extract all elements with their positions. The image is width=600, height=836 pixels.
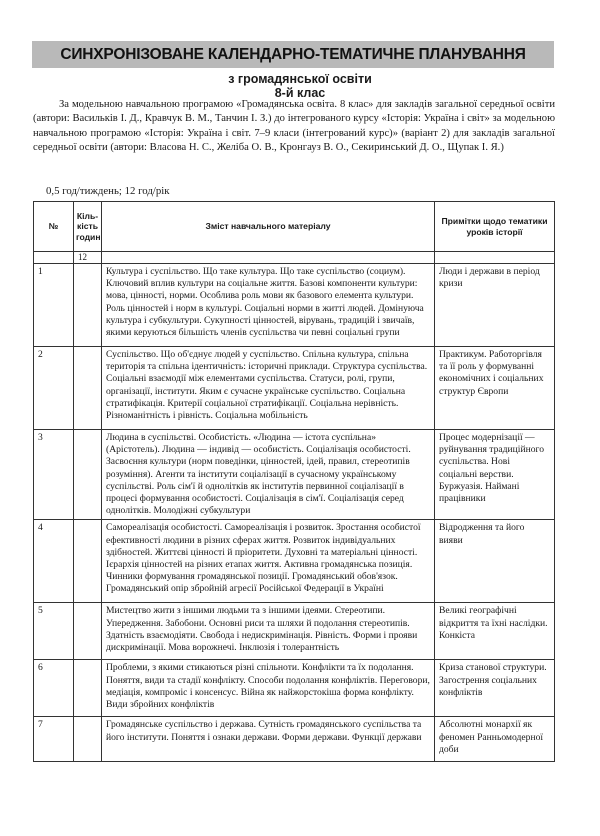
row-notes: Абсолютні монархії як феномен Ранньомодерної доби bbox=[435, 717, 555, 762]
table-row bbox=[34, 717, 555, 762]
row-number: 7 bbox=[34, 717, 74, 762]
total-hours-row bbox=[34, 252, 555, 264]
grade-label: 8-й клас bbox=[274, 86, 326, 100]
table-row bbox=[34, 603, 555, 660]
row-number: 2 bbox=[34, 347, 74, 430]
table-row bbox=[34, 430, 555, 520]
row-number: 1 bbox=[34, 264, 74, 347]
header-number: № bbox=[34, 202, 74, 252]
total-hours-cell: 12 bbox=[74, 252, 102, 264]
header-notes: Примітки щодо тематики уроків історії bbox=[435, 202, 555, 252]
table-header-row bbox=[34, 202, 555, 252]
row-content: Суспільство. Що об'єднує людей у суспільство. Спільна культура, спільна територія та спільна ідентичність: історичні приклади. Структура суспільства. Соціальні взаємодії між елементами суспільства. Статуси, ролі, групи, організації, інститути. Яким є сучасне українське суспільство. Соціальна стратифікація. Критерії соціальної стратифікації. Соціальна нерівність. Різноманітність і рівність. Соціальна мобільність bbox=[102, 347, 435, 430]
table-row bbox=[34, 347, 555, 430]
row-content: Проблеми, з якими стикаються різні спільноти. Конфлікти та їх подолання. Поняття, види та стадії конфлікту. Способи подолання конфліктів. Переговори, медіація, компроміс і консенсус. Війна як найжорстокіша форма конфлікту. Види збройних конфліктів bbox=[102, 660, 435, 717]
intro-text: За модельною навчальною програмою «Громадянська освіта. 8 клас» для закладів загальної середньої освіти (автори: Васильків І. Д., Кравчук В. М., Танчин І. З.) до інтегрованого курсу «Історія: Україна і світ» за модельною навчальною програмою «Історія: Україна і світ. 7–9 класи (інтегрований курс)» (варіант 2) для закладів загальної середньої освіти (автори: Власова Н. С., Желіба О. В., Кронгауз В. О., Секиринський Д. О., Щупак І. Я.) bbox=[33, 99, 555, 154]
page-subtitle: з громадянської освіти bbox=[228, 72, 372, 86]
row-notes: Великі географічні відкриття та їхні наслідки. Конкіста bbox=[435, 603, 555, 660]
table-row bbox=[34, 660, 555, 717]
row-content: Громадянське суспільство і держава. Сутність громадянського суспільства та його інститути. Поняття і ознаки держави. Форми держави. Функції держави bbox=[102, 717, 435, 762]
row-hours bbox=[74, 603, 102, 660]
table-row bbox=[34, 520, 555, 603]
table-row bbox=[34, 264, 555, 347]
row-number: 5 bbox=[34, 603, 74, 660]
row-hours bbox=[74, 520, 102, 603]
header-hours: Кіль-кість годин bbox=[74, 202, 102, 252]
row-notes: Криза станової структури. Загострення соціальних конфліктів bbox=[435, 660, 555, 717]
row-number: 4 bbox=[34, 520, 74, 603]
header-content: Зміст навчального матеріалу bbox=[102, 202, 435, 252]
total-notes-cell bbox=[435, 252, 555, 264]
page-title: СИНХРОНІЗОВАНЕ КАЛЕНДАРНО-ТЕМАТИЧНЕ ПЛАНУВАННЯ bbox=[32, 41, 554, 68]
row-content: Культура і суспільство. Що таке культура. Що таке суспільство (социум). Ключовий вплив культури на соціальне життя. Базові компоненти культури: мова, цінності, норми. Особлива роль мови як базового елемента культури. Роль цінностей і норм в культурі. Соціальні норми в житті людей. Домінуюча культура і субкультури. Сукупності цінностей, вірувань, традицій і звичаїв, якими керуються більшість членів суспільства чи певні соціальні групи bbox=[102, 264, 435, 347]
row-hours bbox=[74, 347, 102, 430]
total-content-cell bbox=[102, 252, 435, 264]
total-number-cell bbox=[34, 252, 74, 264]
row-notes: Відродження та його вияви bbox=[435, 520, 555, 603]
hours-rate: 0,5 год/тиждень; 12 год/рік bbox=[46, 185, 170, 197]
row-hours bbox=[74, 717, 102, 762]
row-content: Людина в суспільстві. Особистість. «Людина — істота суспільна» (Арістотель). Людина — індивід — особистість. Соціалізація особистості. Засвоєння культури (норм поведінки, цінностей, ідей, правил, стереотипів розуміння). Агенти та інститути соціалізації в сучасному українському суспільстві. Роль сім'ї й однолітків як інститутів первинної соціалізації в процесі формування особистості. Соціалізація в сім'ї. Соціалізація серед однолітків. Молодіжні субкультури bbox=[102, 430, 435, 520]
row-hours bbox=[74, 660, 102, 717]
row-notes: Люди і держави в період кризи bbox=[435, 264, 555, 347]
row-number: 6 bbox=[34, 660, 74, 717]
row-content: Самореалізація особистості. Самореалізація і розвиток. Зростання особистої ефективності людини в різних сферах життя. Розвиток індивідуальних здібностей. Життєві цінності й пріоритети. Духовні та матеріальні цінності. Ієрархія цінностей на різних етапах життя. Активна громадянська позиція. Чинники формування громадянської позиції. Громадянський обов'язок. Громадянський опір збройній агресії Російської Федерації в Україні bbox=[102, 520, 435, 603]
row-hours bbox=[74, 264, 102, 347]
row-hours bbox=[74, 430, 102, 520]
row-notes: Практикум. Работоргівля та її роль у формуванні економічних і соціальних структур Європи bbox=[435, 347, 555, 430]
row-notes: Процес модернізації — руйнування традиційного суспільства. Нові соціальні верстви. Буржуазія. Наймані працівники bbox=[435, 430, 555, 520]
intro-paragraph bbox=[33, 98, 555, 156]
row-content: Мистецтво жити з іншими людьми та з іншими ідеями. Стереотипи. Упередження. Забобони. Основні риси та шляхи й подолання стереотипів. Здатність взаємодіяти. Свобода і недискримінація. Рівність. Форми і прояви дискримінації. Мова ворожнечі. Інклюзія і толерантність bbox=[102, 603, 435, 660]
plan-table bbox=[33, 201, 555, 762]
row-number: 3 bbox=[34, 430, 74, 520]
